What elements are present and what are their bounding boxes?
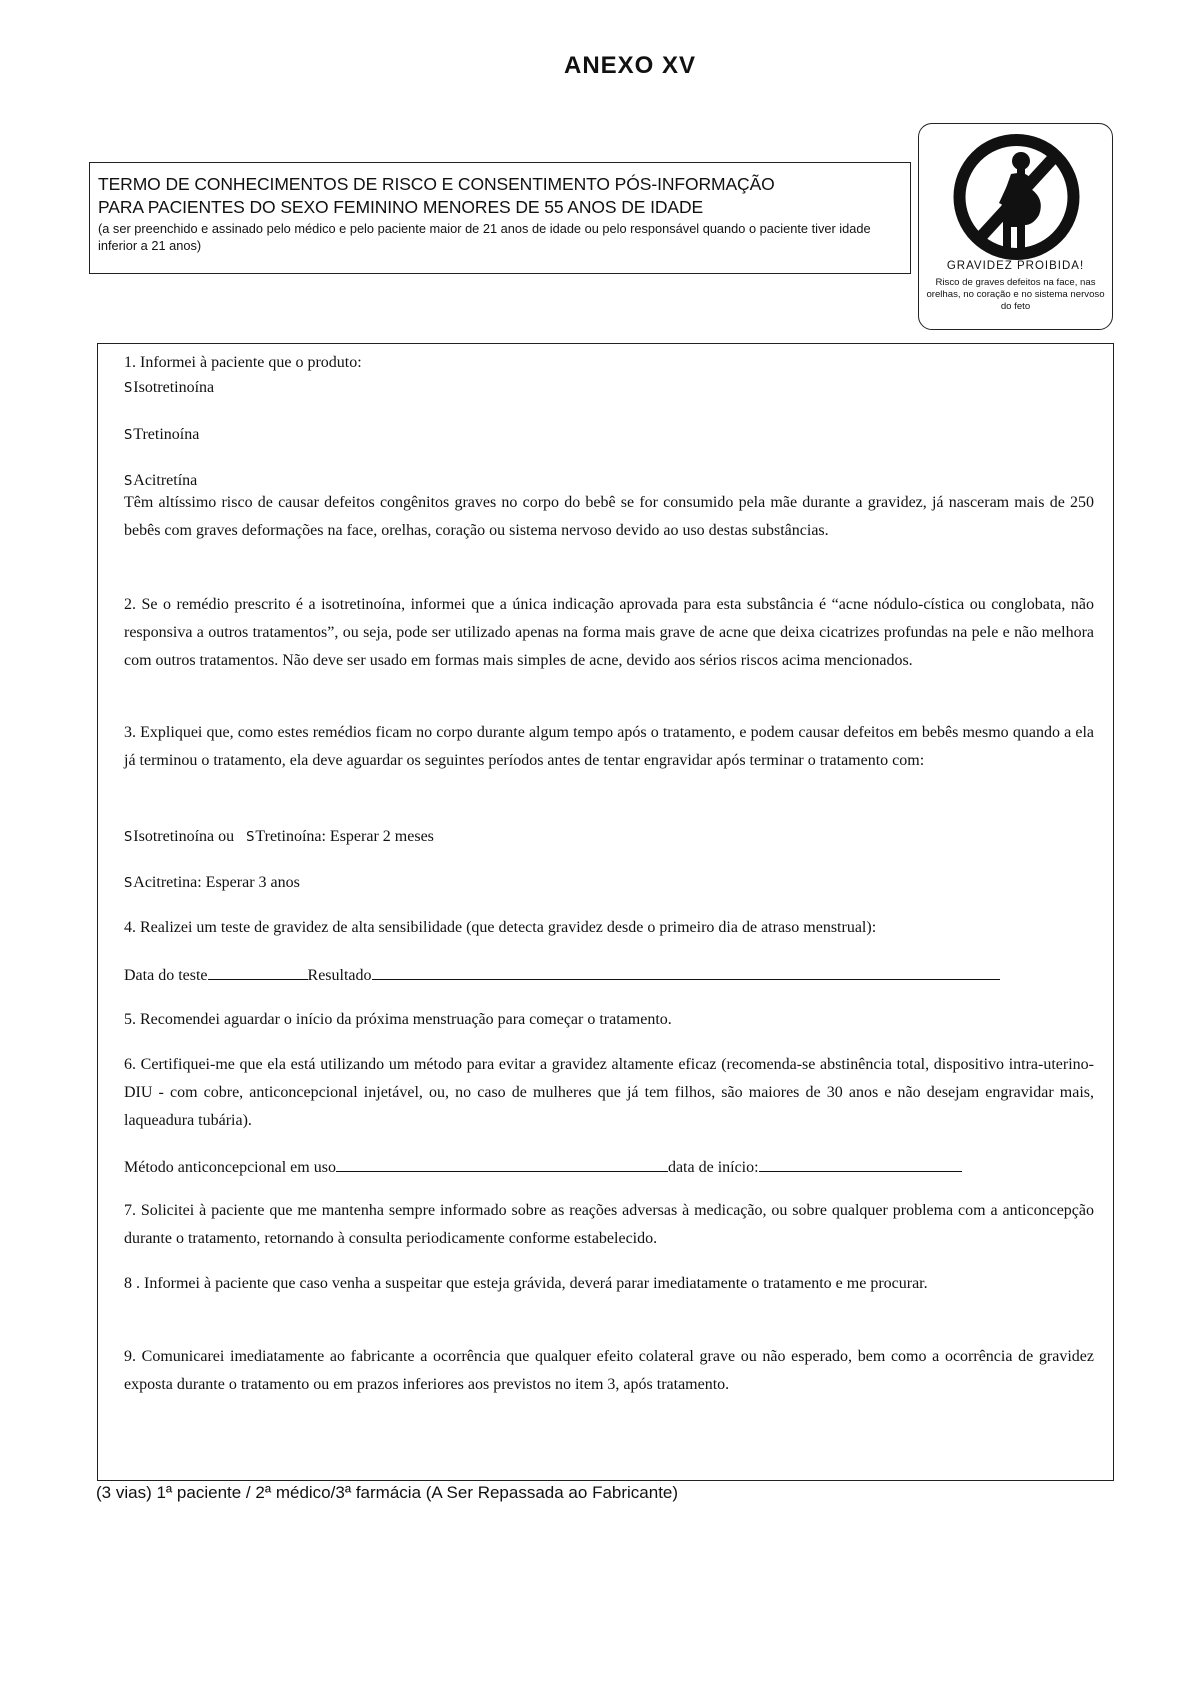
checkbox-wait-tretinoina[interactable]: S bbox=[246, 830, 255, 845]
wait-iso-tret bbox=[124, 828, 434, 846]
wait-acitretina-label: Acitretina: Esperar 3 anos bbox=[133, 874, 300, 891]
checkbox-tretinoina[interactable]: S bbox=[124, 428, 133, 443]
checkbox-wait-acitretina[interactable]: S bbox=[124, 876, 133, 891]
item-1-text: Têm altíssimo risco de causar defeitos congênitos graves no corpo do bebê se for consumido pela mãe durante a gravidez, já nasceram mais de 250 bebês com graves deformações na face, orelhas, coração ou sistema nervoso devido ao uso destas substâncias. bbox=[124, 494, 1094, 539]
option-acitretina-label: Acitretína bbox=[133, 472, 198, 489]
method-field[interactable] bbox=[336, 1157, 668, 1172]
checkbox-acitretina[interactable]: S bbox=[124, 474, 133, 489]
warning-title: GRAVIDEZ PROIBIDA! bbox=[946, 260, 1085, 272]
item-2-text: 2. Se o remédio prescrito é a isotretinoína, informei que a única indicação aprovada para esta substância é “acne nódulo-cística ou conglobata, não responsiva a outros tratamentos”, ou seja, pode ser utilizado apenas na forma mais grave de acne que deixa cicatrizes profundas na pele e não melhora com outros tratamentos. Não deve ser usado em formas mais simples de acne, devido aos sérios riscos acima mencionados. bbox=[124, 596, 1094, 669]
no-pregnancy-icon bbox=[939, 133, 1094, 261]
item-1-intro: 1. Informei à paciente que o produto: bbox=[124, 354, 362, 371]
warning-text: Risco de graves defeitos na face, nas orelhas, no coração e no sistema nervoso do feto bbox=[926, 277, 1105, 312]
item-5-text: 5. Recomendei aguardar o início da próxima menstruação para começar o tratamento. bbox=[124, 1011, 672, 1028]
test-result-field[interactable] bbox=[372, 965, 1000, 980]
option-tretinoina[interactable] bbox=[124, 426, 199, 444]
method-fields bbox=[124, 1157, 962, 1177]
item-8-text: 8 . Informei à paciente que caso venha a suspeitar que esteja grávida, deverá parar imediatamente o tratamento e me procurar. bbox=[124, 1275, 928, 1292]
form-instructions: (a ser preenchido e assinado pelo médico e pelo paciente maior de 21 anos de idade ou pelo responsável quando o paciente tiver idade inferior a 21 anos) bbox=[98, 221, 871, 253]
start-date-label: data de início: bbox=[667, 1159, 759, 1176]
option-isotretinoina-label: Isotretinoína bbox=[133, 379, 215, 396]
item-4-text: 4. Realizei um teste de gravidez de alta sensibilidade (que detecta gravidez desde o primeiro dia de atraso menstrual): bbox=[124, 919, 877, 936]
checkbox-wait-isotretinoina[interactable]: S bbox=[124, 830, 133, 845]
test-fields bbox=[124, 965, 1000, 985]
option-tretinoina-label: Tretinoína bbox=[133, 426, 200, 443]
copies-note: (3 vias) 1ª paciente / 2ª médico/3ª farmácia (A Ser Repassada ao Fabricante) bbox=[96, 1483, 679, 1502]
item-3-text: 3. Expliquei que, como estes remédios ficam no corpo durante algum tempo após o tratamento, e podem causar defeitos em bebês mesmo quando a ela já terminou o tratamento, ela deve aguardar os seguintes períodos antes de tentar engravidar após terminar o tratamento com: bbox=[124, 724, 1094, 769]
wait-acitretina bbox=[124, 874, 300, 892]
form-title-line2: PARA PACIENTES DO SEXO FEMININO MENORES DE 55 ANOS DE IDADE bbox=[98, 197, 704, 217]
test-date-label: Data do teste bbox=[124, 967, 208, 984]
start-date-field[interactable] bbox=[759, 1157, 962, 1172]
wait-tretinoina-label: Tretinoína: Esperar 2 meses bbox=[255, 828, 434, 845]
test-result-label: Resultado bbox=[307, 967, 372, 984]
form-header bbox=[89, 162, 911, 274]
page-title: ANEXO XV bbox=[563, 52, 697, 79]
option-acitretina[interactable] bbox=[124, 472, 197, 490]
test-date-field[interactable] bbox=[208, 965, 308, 980]
checkbox-isotretinoina[interactable]: S bbox=[124, 381, 133, 396]
option-isotretinoina[interactable] bbox=[124, 379, 214, 397]
item-9-text: 9. Comunicarei imediatamente ao fabricante a ocorrência que qualquer efeito colateral grave ou não esperado, bem como a ocorrência de gravidez exposta durante o tratamento ou em prazos inferiores aos previstos no item 3, após tratamento. bbox=[124, 1348, 1094, 1393]
item-7-text: 7. Solicitei à paciente que me mantenha sempre informado sobre as reações adversas à medicação, ou sobre qualquer problema com a anticoncepção durante o tratamento, retornando à consulta periodicamente conforme estabelecido. bbox=[124, 1202, 1094, 1247]
pregnancy-warning bbox=[918, 123, 1113, 330]
method-label: Método anticoncepcional em uso bbox=[124, 1159, 336, 1176]
wait-isotretinoina-label: Isotretinoína ou bbox=[133, 828, 235, 845]
item-6-text: 6. Certifiquei-me que ela está utilizando um método para evitar a gravidez altamente eficaz (recomenda-se abstinência total, dispositivo intra-uterino-DIU - com cobre, anticoncepcional injetável, ou, no caso de mulheres que já tem filhos, são maiores de 30 anos e não desejam engravidar mais, laqueadura tubária). bbox=[124, 1056, 1094, 1129]
form-title-line1: TERMO DE CONHECIMENTOS DE RISCO E CONSENTIMENTO PÓS-INFORMAÇÃO bbox=[98, 174, 775, 194]
